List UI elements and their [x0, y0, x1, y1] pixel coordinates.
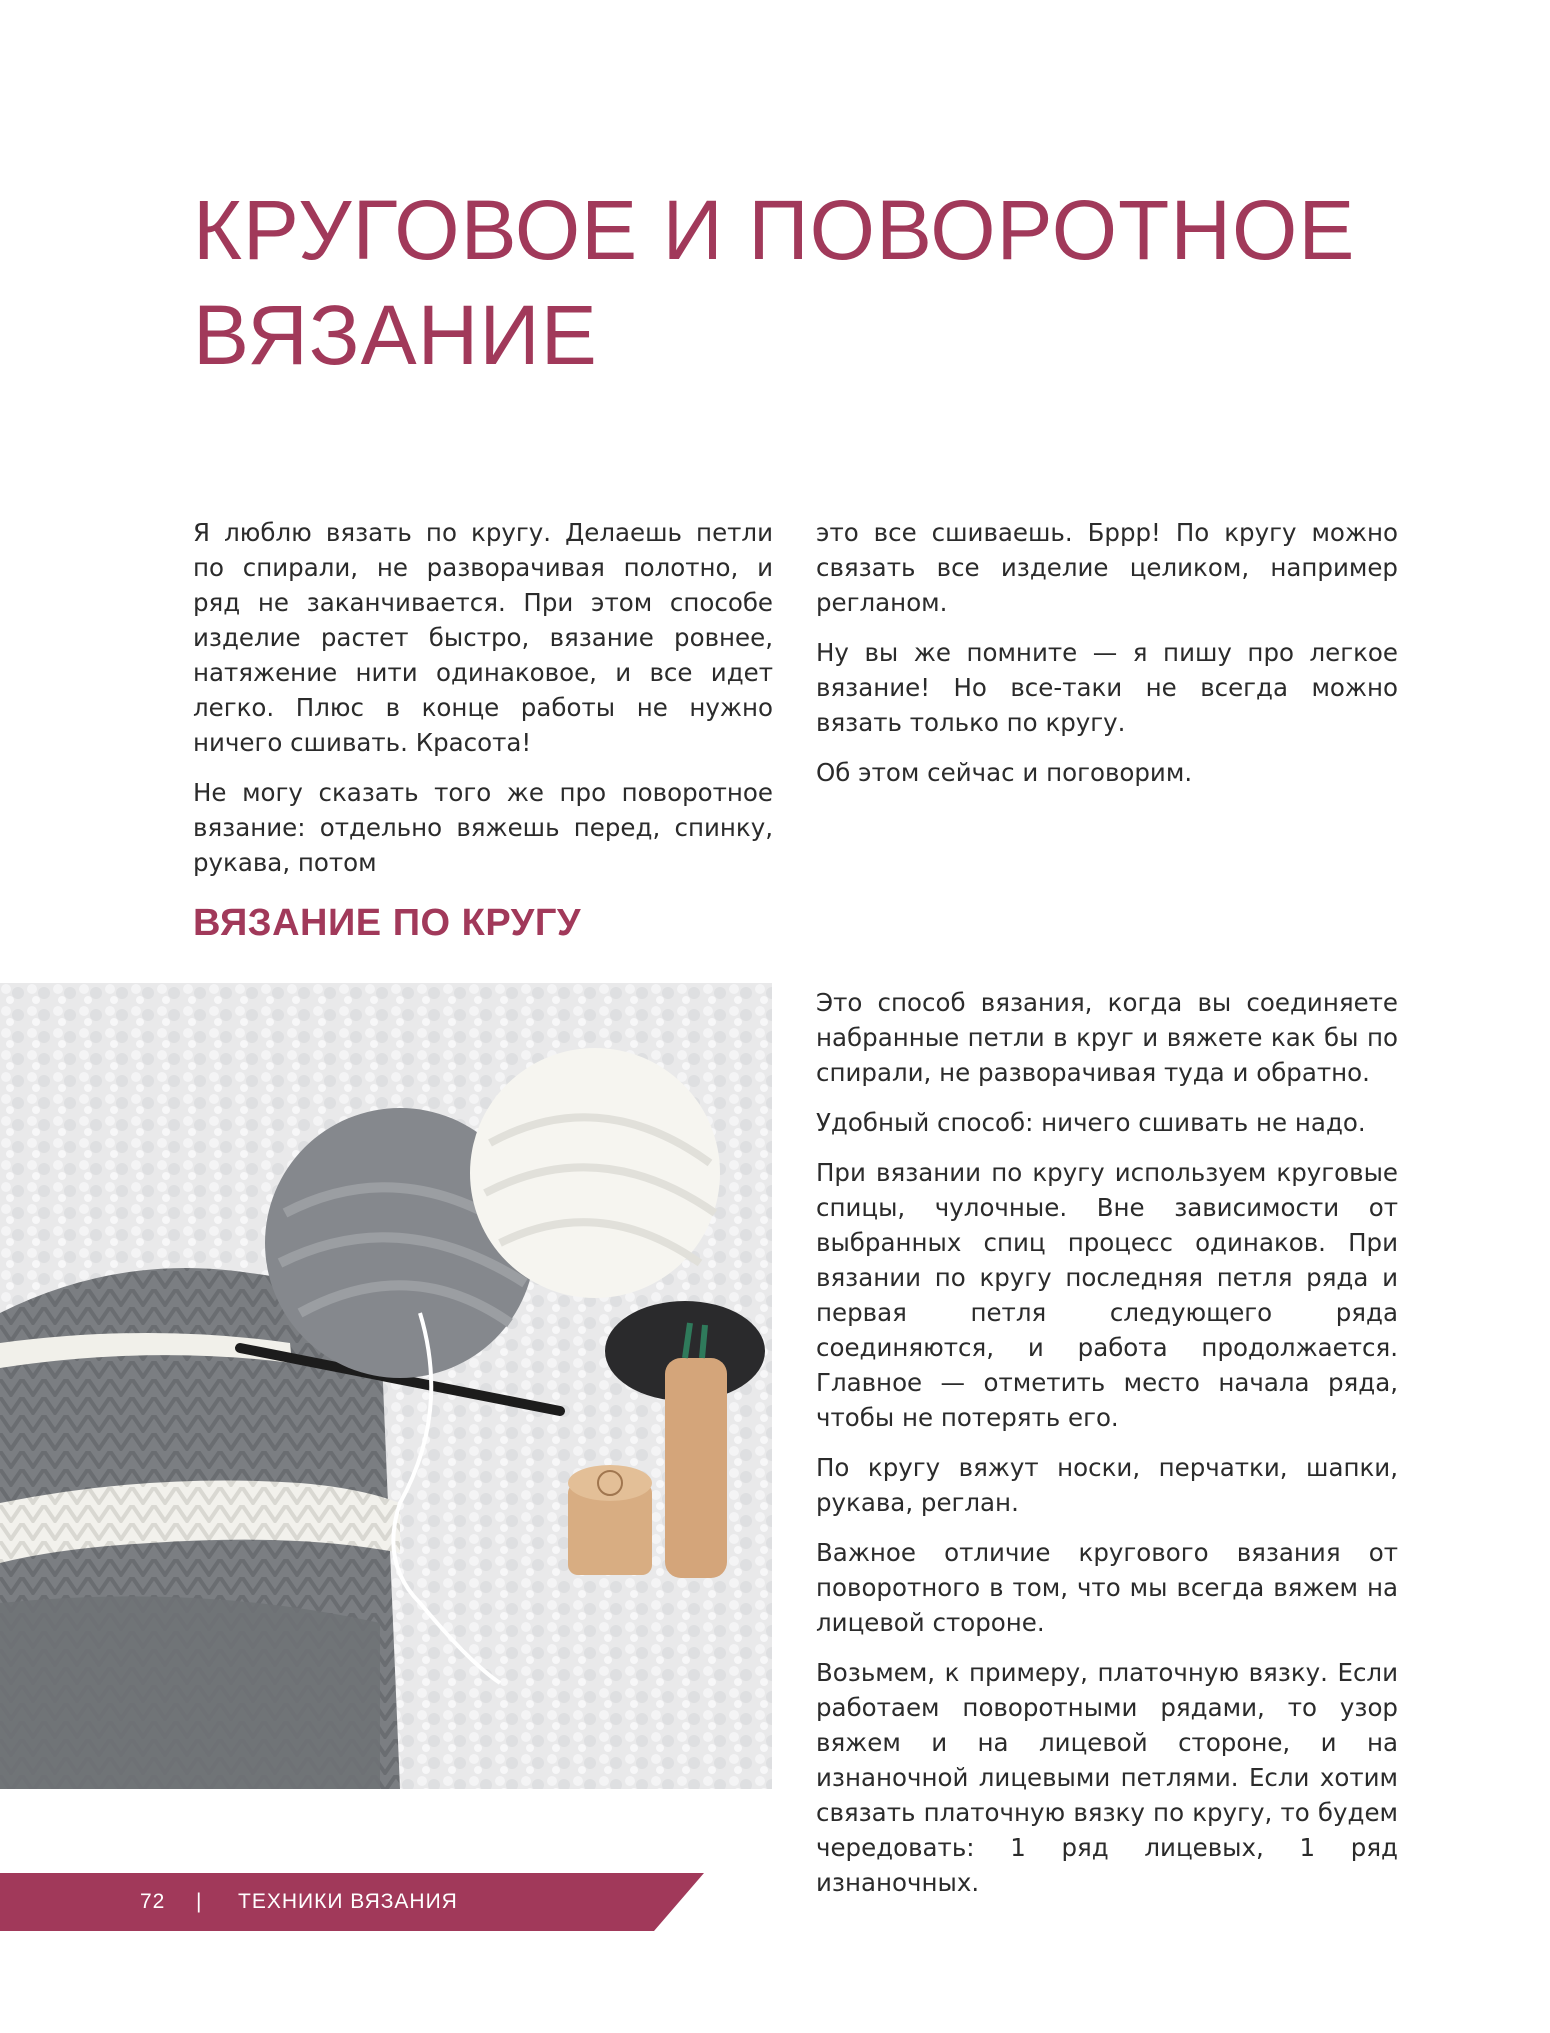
knitting-photo-icon [0, 983, 772, 1789]
chapter-title-line-2: ВЯЗАНИЕ [193, 288, 598, 382]
section-paragraph: Возьмем, к примеру, платочную вязку. Если работаем поворотными рядами, то узор вяжем и на лицевой стороне, и на изнаночной лицевыми петлями. Если хотим связать платочную вязку по кругу, то будем чередовать: 1 ряд лицевых, 1 ряд изнаночных. [816, 1658, 1398, 1897]
section-paragraph: По кругу вяжут носки, перчатки, шапки, рукава, реглан. [816, 1453, 1398, 1517]
intro-paragraph: это все сшиваешь. Бррр! По кругу можно связать все изделие целиком, например регланом. [816, 518, 1398, 617]
intro-column-right [816, 515, 1398, 805]
section-paragraph: Удобный способ: ничего сшивать не надо. [816, 1108, 1366, 1137]
page-number: 72 [140, 1890, 166, 1913]
section-column [816, 985, 1398, 1915]
section-title: ВЯЗАНИЕ ПО КРУГУ [193, 902, 581, 944]
intro-paragraph: Я люблю вязать по кругу. Делаешь петли по спирали, не разворачивая полотно, и ряд не заканчивается. При этом способе изделие растет быстро, вязание ровнее, натяжение нити одинаковое, и все идет легко. Плюс в конце работы не нужно ничего сшивать. Красота! [193, 518, 773, 757]
knitting-photo [0, 983, 772, 1789]
chapter-name: ТЕХНИКИ ВЯЗАНИЯ [238, 1890, 458, 1913]
footer-separator: | [196, 1890, 203, 1913]
chapter-title-line-1: КРУГОВОЕ И ПОВОРОТНОЕ [193, 183, 1356, 277]
section-paragraph: При вязании по кругу используем круговые спицы, чулочные. Вне зависимости от выбранных спиц процесс одинаков. При вязании по кругу последняя петля ряда и первая петля следующего ряда соединяются, и работа продолжается. Главное — отметить место начала ряда, чтобы не потерять его. [816, 1158, 1398, 1432]
section-paragraph: Важное отличие кругового вязания от поворотного в том, что мы всегда вяжем на лицевой стороне. [816, 1538, 1398, 1637]
intro-paragraph: Не могу сказать того же про поворотное вязание: отдельно вяжешь перед, спинку, рукава, потом [193, 778, 773, 877]
intro-paragraph: Ну вы же помните — я пишу про легкое вязание! Но все-таки не всегда можно вязать только по кругу. [816, 638, 1398, 737]
chapter-title [193, 178, 1355, 388]
section-paragraph: Это способ вязания, когда вы соединяете набранные петли в круг и вяжете как бы по спирали, не разворачивая туда и обратно. [816, 988, 1398, 1087]
intro-column-left [193, 515, 773, 895]
page-footer [0, 1873, 710, 1931]
intro-paragraph: Об этом сейчас и поговорим. [816, 758, 1193, 787]
